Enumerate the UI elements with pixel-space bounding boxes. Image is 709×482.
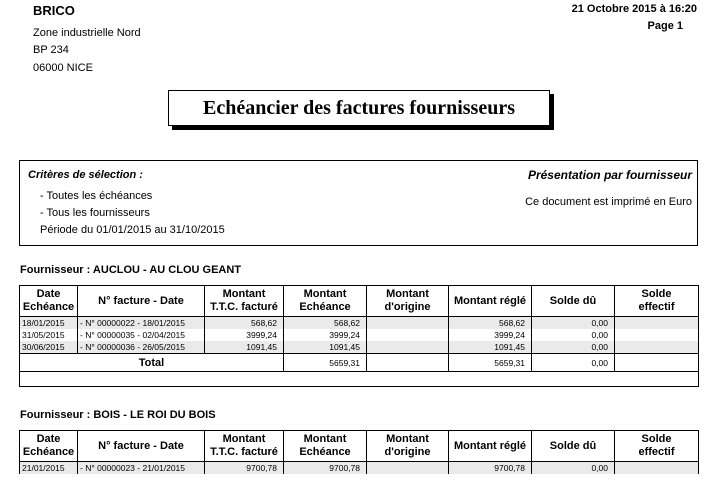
col-header-origine: Montant d'origine — [367, 431, 449, 462]
criteria-line-echeances: - Toutes les échéances — [40, 190, 153, 202]
cell-solde: 0,00 — [532, 341, 615, 354]
invoice-table — [19, 285, 699, 387]
cell-solde-effectif — [615, 329, 699, 341]
presentation-label: Présentation par fournisseur — [527, 168, 692, 182]
company-address-line1: Zone industrielle Nord — [33, 27, 141, 39]
col-header-regle: Montant réglé — [449, 431, 532, 462]
table-header-row — [20, 286, 699, 317]
cell-invoice: - N° 00000035 - 02/04/2015 — [78, 329, 205, 341]
criteria-title: Critères de sélection : — [28, 169, 143, 181]
col-header-solde-effectif: Solde effectif — [615, 286, 699, 317]
col-header-echeance: Montant Echéance — [284, 431, 367, 462]
cell-solde: 0,00 — [532, 462, 615, 475]
page-number: Page 1 — [647, 20, 683, 32]
criteria-line-periode: Période du 01/01/2015 au 31/10/2015 — [40, 224, 225, 236]
cell-date: 21/01/2015 — [20, 462, 78, 475]
cell-invoice: - N° 00000036 - 26/05/2015 — [78, 341, 205, 354]
cell-date: 18/01/2015 — [20, 317, 78, 330]
table-row — [20, 317, 699, 330]
col-header-solde: Solde dû — [532, 286, 615, 317]
col-header-solde: Solde dû — [532, 431, 615, 462]
cell-echeance: 568,62 — [284, 317, 367, 330]
cell-date: 30/06/2015 — [20, 341, 78, 354]
total-row — [20, 354, 699, 372]
cell-regle: 1091,45 — [449, 341, 532, 354]
cell-ttc: 568,62 — [205, 317, 284, 330]
table-footer-spacer — [20, 372, 699, 387]
supplier-title: Fournisseur : AUCLOU - AU CLOU GEANT — [20, 264, 242, 276]
table-header-row — [20, 431, 699, 462]
company-address-line3: 06000 NICE — [33, 62, 93, 74]
table-row — [20, 462, 699, 475]
invoice-table — [19, 430, 699, 474]
cell-echeance: 3999,24 — [284, 329, 367, 341]
cell-regle: 3999,24 — [449, 329, 532, 341]
cell-origine — [367, 317, 449, 330]
cell-solde: 0,00 — [532, 317, 615, 330]
cell-echeance: 1091,45 — [284, 341, 367, 354]
cell-ttc: 3999,24 — [205, 329, 284, 341]
report-title: Echéancier des factures fournisseurs — [168, 90, 550, 126]
col-header-echeance: Montant Echéance — [284, 286, 367, 317]
col-header-solde-effectif: Solde effectif — [615, 431, 699, 462]
criteria-line-fournisseurs: - Tous les fournisseurs — [40, 207, 150, 219]
cell-solde: 0,00 — [532, 329, 615, 341]
cell-origine — [367, 462, 449, 475]
currency-note: Ce document est imprimé en Euro — [525, 196, 692, 208]
total-echeance: 5659,31 — [284, 354, 367, 372]
col-header-ttc: Montant T.T.C. facturé — [205, 286, 284, 317]
cell-origine — [367, 329, 449, 341]
col-header-ttc: Montant T.T.C. facturé — [205, 431, 284, 462]
col-header-origine: Montant d'origine — [367, 286, 449, 317]
cell-solde-effectif — [615, 317, 699, 330]
supplier-title: Fournisseur : BOIS - LE ROI DU BOIS — [20, 409, 216, 421]
cell-solde-effectif — [615, 341, 699, 354]
total-label: Total — [20, 354, 284, 372]
print-date: 21 Octobre 2015 à 16:20 — [571, 3, 697, 15]
criteria-box — [19, 160, 698, 246]
col-header-invoice: N° facture - Date — [78, 431, 205, 462]
cell-solde-effectif — [615, 462, 699, 475]
col-header-invoice: N° facture - Date — [78, 286, 205, 317]
total-solde: 0,00 — [532, 354, 615, 372]
company-name: BRICO — [33, 3, 75, 18]
table-row — [20, 329, 699, 341]
total-origine — [367, 354, 449, 372]
cell-date: 31/05/2015 — [20, 329, 78, 341]
total-solde-effectif — [615, 354, 699, 372]
cell-invoice: - N° 00000022 - 18/01/2015 — [78, 317, 205, 330]
col-header-regle: Montant réglé — [449, 286, 532, 317]
cell-ttc: 9700,78 — [205, 462, 284, 475]
col-header-date: Date Echéance — [20, 286, 78, 317]
cell-echeance: 9700,78 — [284, 462, 367, 475]
total-regle: 5659,31 — [449, 354, 532, 372]
company-address-line2: BP 234 — [33, 44, 69, 56]
cell-origine — [367, 341, 449, 354]
cell-regle: 9700,78 — [449, 462, 532, 475]
cell-ttc: 1091,45 — [205, 341, 284, 354]
cell-invoice: - N° 00000023 - 21/01/2015 — [78, 462, 205, 475]
col-header-date: Date Echéance — [20, 431, 78, 462]
table-row — [20, 341, 699, 354]
cell-regle: 568,62 — [449, 317, 532, 330]
